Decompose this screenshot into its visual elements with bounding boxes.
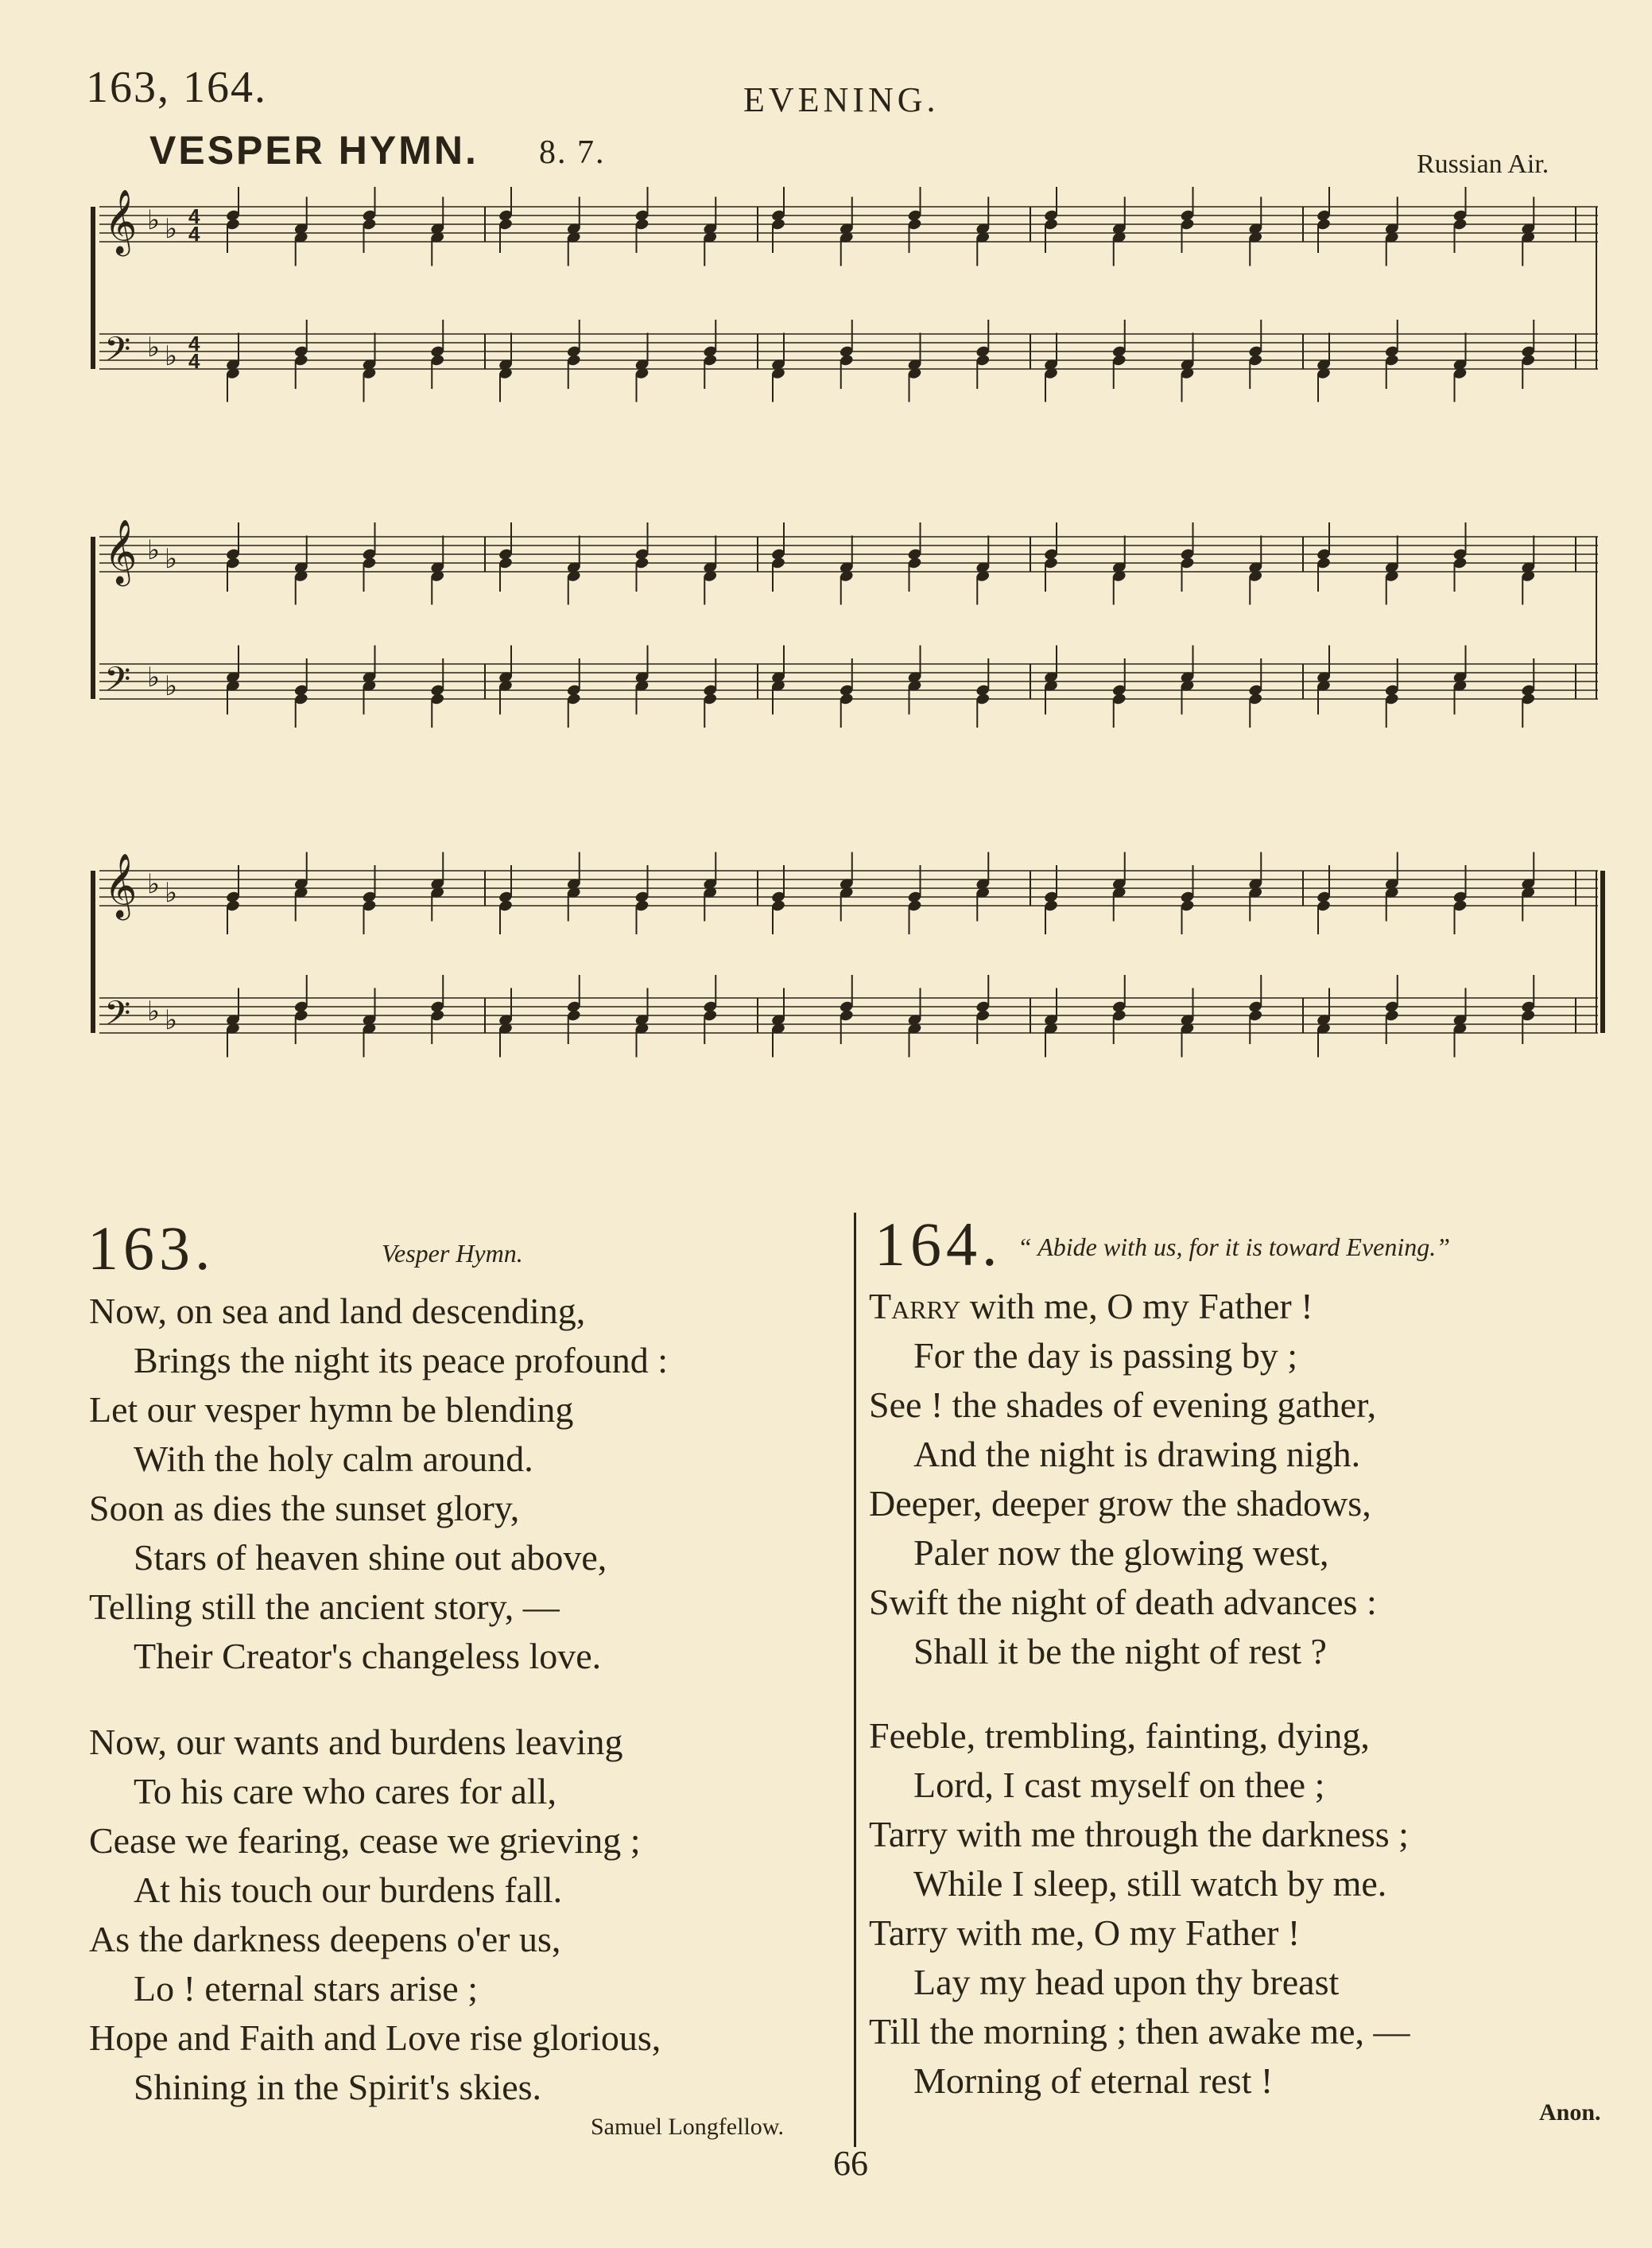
hymn-163-stanza-2: [89, 1718, 661, 2112]
tune-composer: Russian Air.: [1417, 149, 1549, 179]
hymn-163-number: 163.: [87, 1213, 215, 1283]
verse-line: Cease we fearing, cease we grieving ;: [89, 1820, 641, 1861]
hymn-163-author: Samuel Longfellow.: [591, 2114, 785, 2140]
verse-line: To his care who cares for all,: [134, 1771, 556, 1811]
verse-line: Swift the night of death advances :: [869, 1582, 1377, 1622]
verse-line: While I sleep, still watch by me.: [913, 1863, 1387, 1904]
flat-sign: ♭: [165, 340, 178, 372]
verse-line: Brings the night its peace profound :: [134, 1340, 668, 1380]
tune-title: VESPER HYMN.: [149, 128, 479, 173]
verse-line: Hope and Faith and Love rise glorious,: [89, 2017, 661, 2058]
treble-clef: 𝄞: [104, 852, 138, 918]
flat-sign: ♭: [147, 662, 161, 693]
time-signature-top: 4: [188, 332, 200, 355]
verse-line: Feeble, trembling, fainting, dying,: [869, 1715, 1370, 1756]
verse-line: Tarry with me, O my Father !: [869, 1912, 1301, 1953]
flat-sign: ♭: [147, 996, 161, 1027]
tune-meter: 8. 7.: [539, 134, 606, 171]
flat-sign: ♭: [165, 670, 178, 702]
verse-line: Soon as dies the sunset glory,: [89, 1488, 520, 1528]
verse-line: At his touch our burdens fall.: [134, 1869, 563, 1910]
verse-line: Telling still the ancient story, —: [89, 1586, 560, 1627]
flat-sign: ♭: [147, 534, 161, 566]
flat-sign: ♭: [147, 204, 161, 236]
verse-line: Lay my head upon thy breast: [913, 1962, 1340, 2002]
verse-line: See ! the shades of evening gather,: [869, 1384, 1377, 1425]
verse-line: Tarry with me through the darkness ;: [869, 1814, 1409, 1854]
hymn-164-number: 164.: [874, 1209, 1002, 1279]
hymn-163-heading: Vesper Hymn.: [382, 1239, 523, 1268]
hymn-163-stanza-1: [89, 1287, 668, 1681]
bass-clef: 𝄢: [104, 660, 131, 708]
hymn-164-heading: “ Abide with us, for it is toward Evening.”: [1018, 1233, 1451, 1261]
hymn-164-stanza-2: [869, 1711, 1410, 2106]
flat-sign: ♭: [165, 543, 178, 575]
bass-clef: 𝄢: [104, 994, 131, 1042]
page-number: 66: [833, 2144, 868, 2183]
verse-line: Shall it be the night of rest ?: [913, 1631, 1327, 1671]
section-title: EVENING.: [743, 80, 940, 119]
column-divider: [854, 1213, 856, 2147]
flat-sign: ♭: [147, 868, 161, 900]
music-score: [83, 187, 1618, 1141]
drop-word: Tarry: [869, 1286, 961, 1326]
verse-line: Lord, I cast myself on thee ;: [913, 1765, 1325, 1805]
verse-line: As the darkness deepens o'er us,: [89, 1919, 561, 1959]
verse-line: And the night is drawing nigh.: [913, 1434, 1361, 1474]
verse-line: Their Creator's changeless love.: [134, 1636, 602, 1676]
verse-line: Now, on sea and land descending,: [89, 1291, 586, 1331]
hymn-numbers: 163, 164.: [86, 63, 267, 112]
flat-sign: ♭: [165, 213, 178, 245]
verse-line: Lo ! eternal stars arise ;: [134, 1968, 478, 2009]
verse-line: Stars of heaven shine out above,: [134, 1537, 607, 1578]
verse-line: With the holy calm around.: [134, 1438, 533, 1479]
verse-line: For the day is passing by ;: [913, 1335, 1297, 1376]
score-svg: [83, 187, 1618, 1141]
verse-line: Till the morning ; then awake me, —: [869, 2011, 1410, 2052]
hymn-164-author: Anon.: [1539, 2099, 1601, 2126]
verse-line: Shining in the Spirit's skies.: [134, 2067, 542, 2107]
time-signature-bottom: 4: [188, 222, 200, 246]
time-signature-bottom: 4: [188, 349, 200, 373]
time-signature-top: 4: [188, 204, 200, 228]
treble-clef: 𝄞: [104, 188, 138, 254]
hymn-164-stanza-1: [869, 1282, 1377, 1676]
verse-line: Paler now the glowing west,: [913, 1532, 1329, 1573]
flat-sign: ♭: [165, 877, 178, 909]
treble-clef: 𝄞: [104, 518, 138, 584]
flat-sign: ♭: [147, 332, 161, 363]
verse-line: Deeper, deeper grow the shadows,: [869, 1483, 1371, 1524]
flat-sign: ♭: [165, 1004, 178, 1036]
verse-line: Let our vesper hymn be blending: [89, 1389, 574, 1430]
verse-line: Now, our wants and burdens leaving: [89, 1722, 623, 1762]
verse-line: Morning of eternal rest !: [913, 2060, 1274, 2101]
verse-line: with me, O my Father !: [960, 1286, 1313, 1326]
bass-clef: 𝄢: [104, 330, 131, 378]
